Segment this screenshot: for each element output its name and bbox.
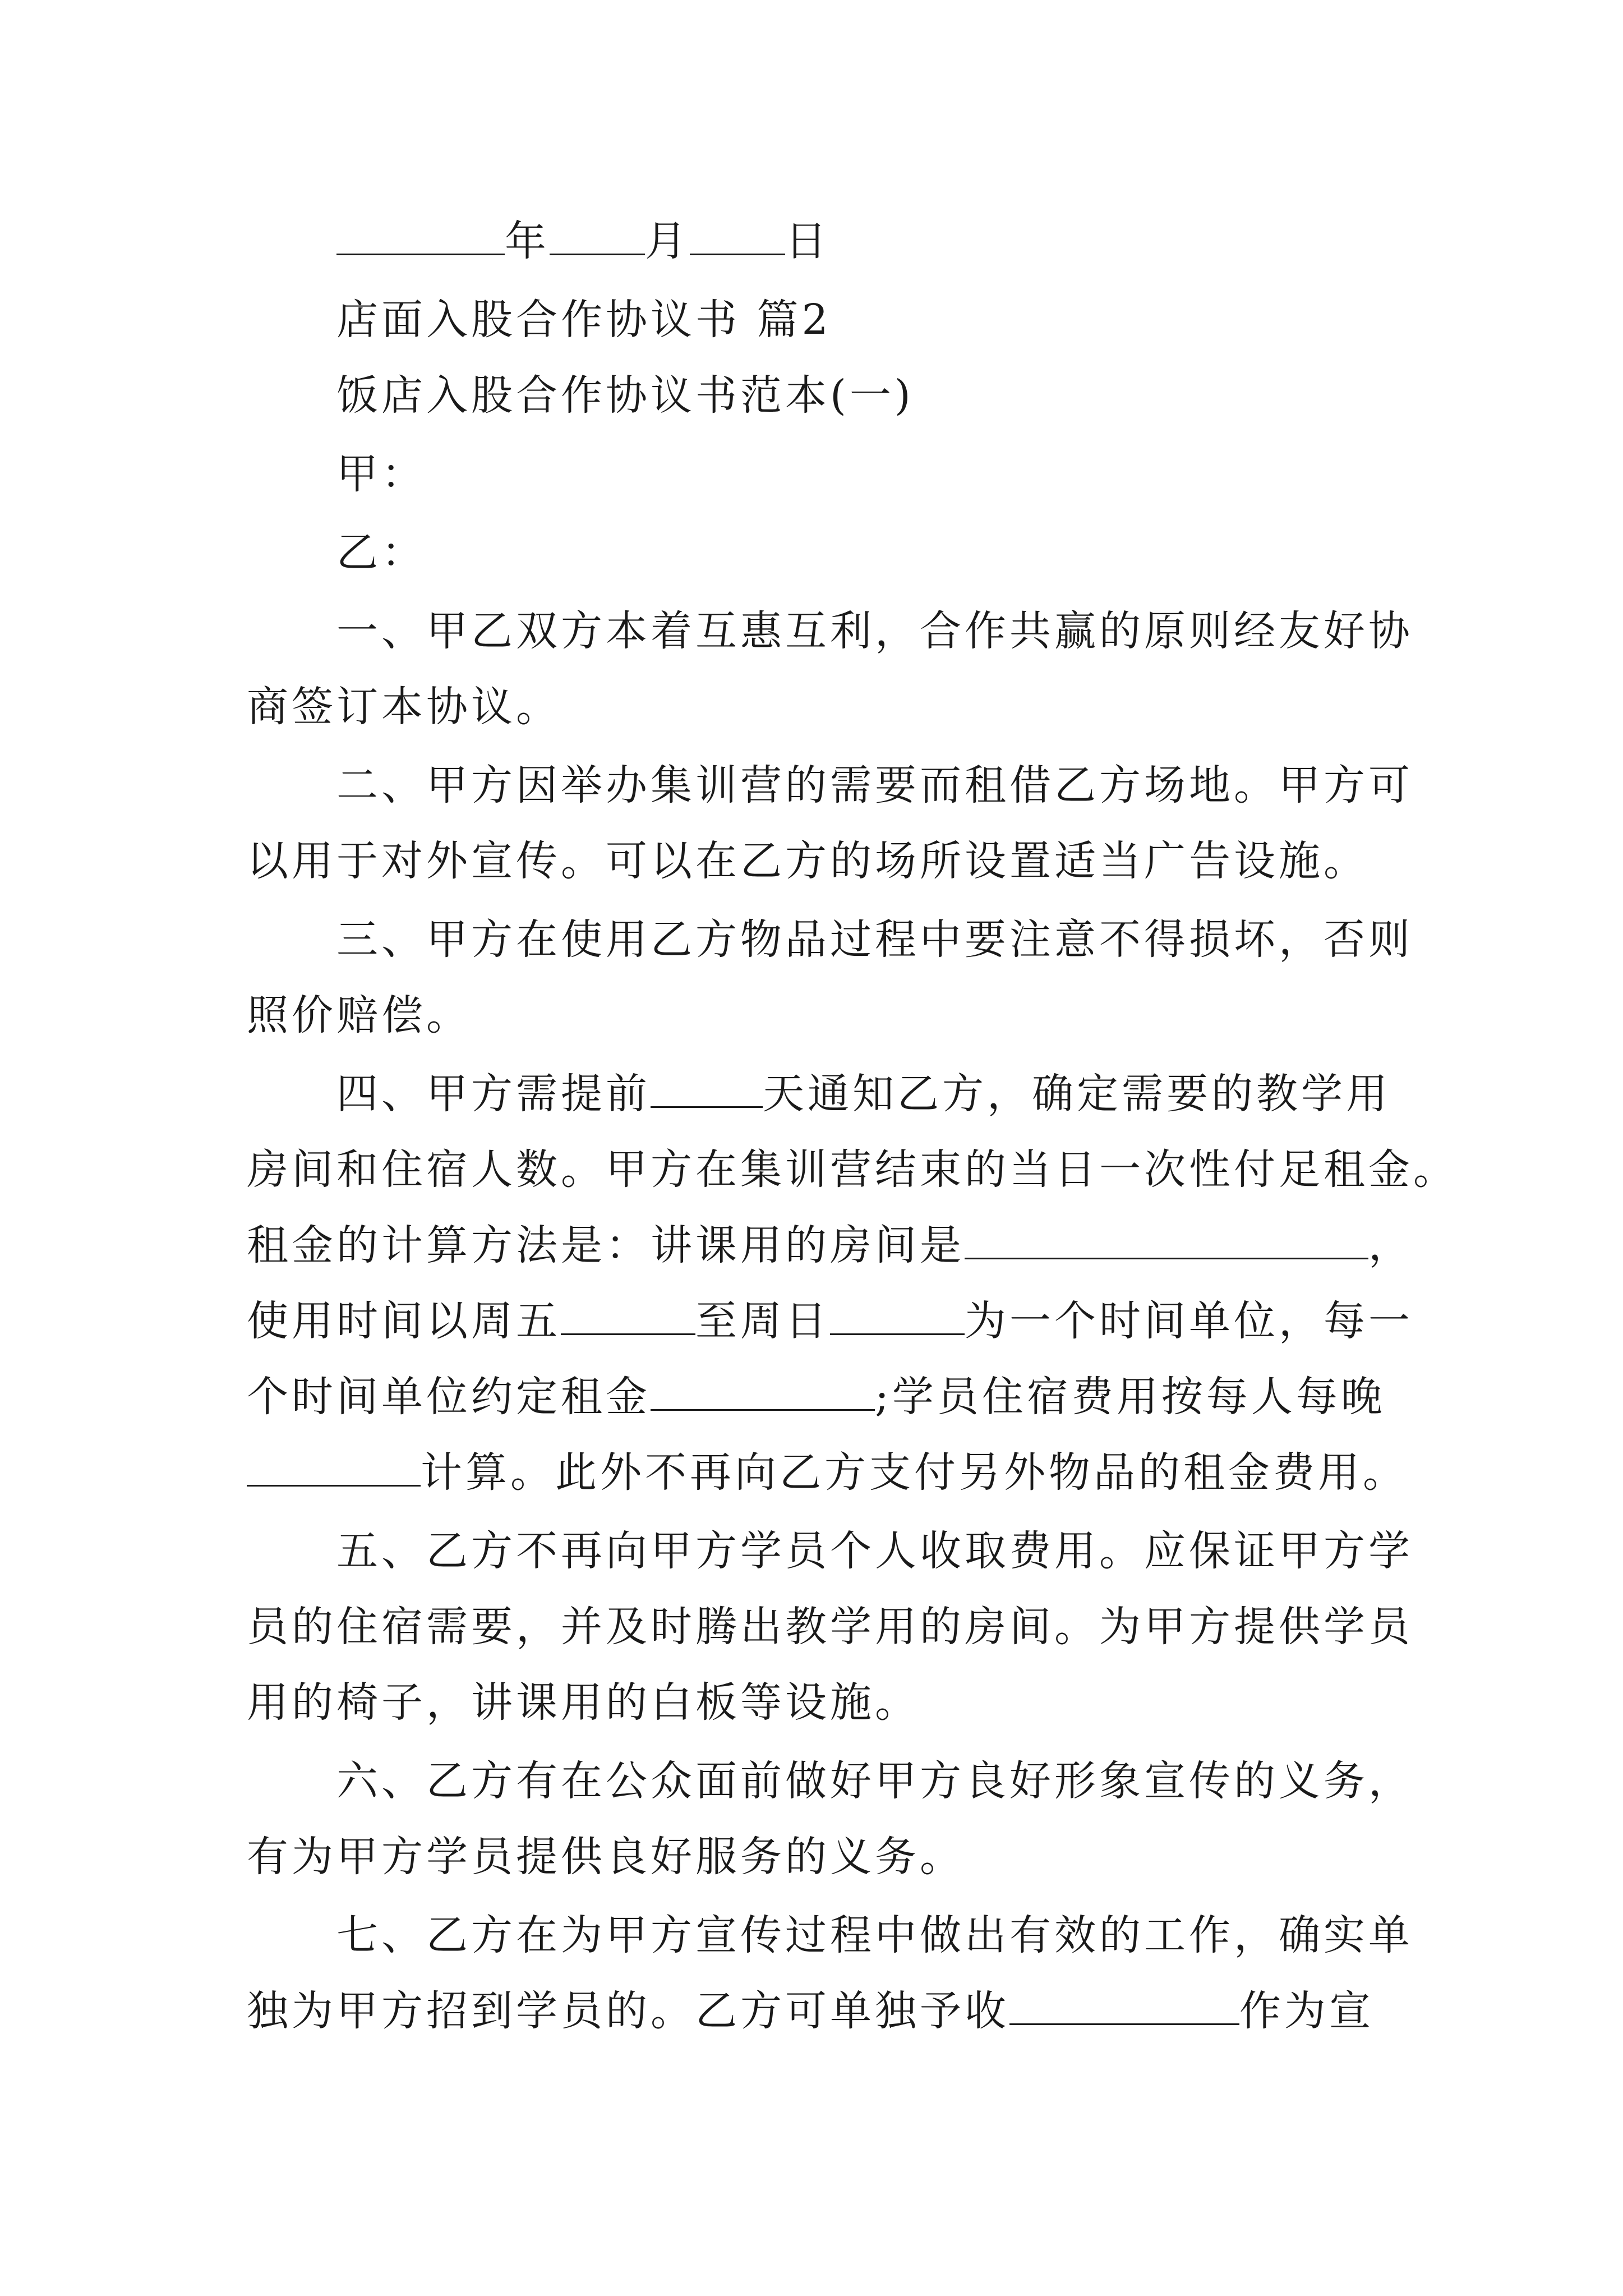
sunday-blank (830, 1294, 965, 1335)
clause-5-line-1: 五、乙方不再向甲方学员个人收取费用。应保证甲方学 (336, 1527, 1413, 1575)
nightly-fee-blank (247, 1446, 421, 1487)
clause-7-text-a: 独为甲方招到学员的。乙方可单独予收 (247, 1987, 1009, 2035)
clause-3-line-2: 照价赔偿。 (247, 991, 471, 1039)
clause-6-line-2: 有为甲方学员提供良好服务的义务。 (247, 1833, 965, 1881)
clause-4-text-b: 天通知乙方，确定需要的教学用 (763, 1070, 1391, 1118)
clause-4-text-a: 四、甲方需提前 (336, 1070, 651, 1118)
day-blank (690, 214, 785, 255)
clause-4-line-2: 房间和住宿人数。甲方在集训营结束的当日一次性付足租金。 (247, 1145, 1458, 1194)
clause-1-line-1: 一、甲乙双方本着互惠互利，合作共赢的原则经友好协 (336, 607, 1413, 655)
clause-4-line-4 (247, 1293, 1413, 1349)
date-line (336, 213, 1503, 269)
clause-5-line-3: 用的椅子，讲课用的白板等设施。 (247, 1678, 920, 1727)
month-label: 月 (645, 217, 690, 265)
time-unit-text-b: 至周日 (695, 1297, 830, 1345)
commission-blank (1009, 1984, 1239, 2025)
year-blank (336, 214, 505, 255)
clause-4-line-6 (247, 1444, 1413, 1501)
party-a-line: 甲： (336, 450, 426, 498)
year-label: 年 (505, 217, 550, 265)
rent-amount-text: 个时间单位约定租金 (247, 1373, 651, 1421)
party-b-line: 乙： (336, 528, 426, 577)
clause-7-line-1: 七、乙方在为甲方宣传过程中做出有效的工作，确实单 (336, 1911, 1413, 1959)
clause-4-line-1 (336, 1066, 1503, 1122)
clause-4-line-5 (247, 1369, 1413, 1425)
clause-1-line-2: 商签订本协议。 (247, 683, 561, 731)
day-label: 日 (785, 217, 830, 265)
clause-2-line-1: 二、甲方因举办集训营的需要而租借乙方场地。甲方可 (336, 761, 1413, 809)
month-blank (550, 214, 645, 255)
rent-method-comma: ， (1368, 1221, 1413, 1269)
notice-days-blank (651, 1067, 763, 1108)
clause-4-line-3 (247, 1217, 1413, 1273)
time-unit-text-a: 使用时间以周五 (247, 1297, 561, 1345)
clause-7-text-b: 作为宣 (1239, 1987, 1374, 2035)
clause-6-line-1: 六、乙方有在公众面前做好甲方良好形象宣传的义务， (336, 1757, 1413, 1805)
clause-3-line-1: 三、甲方在使用乙方物品过程中要注意不得损坏，否则 (336, 915, 1413, 964)
time-unit-text-c: 为一个时间单位，每一 (965, 1297, 1413, 1345)
rent-amount-blank (651, 1370, 875, 1411)
lodging-fee-text: ;学员住宿费用按每人每晚 (875, 1373, 1386, 1421)
clause-2-line-2: 以用于对外宣传。可以在乙方的场所设置适当广告设施。 (247, 837, 1368, 885)
section-heading: 店面入股合作协议书 篇2 (336, 296, 832, 344)
rent-method-text: 租金的计算方法是：讲课用的房间是 (247, 1221, 965, 1269)
clause-5-line-2: 员的住宿需要，并及时腾出教学用的房间。为甲方提供学员 (247, 1603, 1413, 1651)
friday-blank (561, 1294, 695, 1335)
clause-7-line-2 (247, 1983, 1413, 2039)
classroom-blank (965, 1218, 1368, 1259)
clause-4-closing-text: 计算。此外不再向乙方支付另外物品的租金费用。 (421, 1448, 1408, 1497)
document-title: 饭店入股合作协议书范本(一) (336, 371, 914, 420)
